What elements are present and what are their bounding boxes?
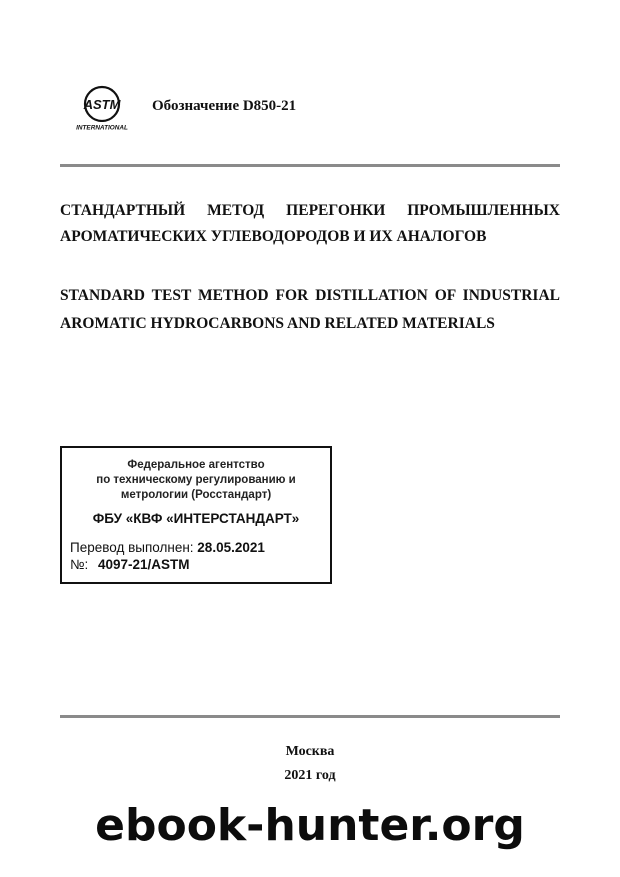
translation-number-label: №: [70, 557, 89, 572]
organization-name: ФБУ «КВФ «ИНТЕРСТАНДАРТ» [92, 511, 300, 526]
translation-date-line [70, 540, 265, 555]
top-divider [60, 164, 560, 167]
translation-number-value: 4097-21/ASTM [98, 557, 190, 572]
watermark-text: ebook-hunter.org [95, 800, 525, 851]
title-russian: СТАНДАРТНЫЙ МЕТОД ПЕРЕГОНКИ ПРОМЫШЛЕННЫХ АРОМАТИЧЕСКИХ УГЛЕВОДОРОДОВ И ИХ АНАЛОГОВ [60, 202, 560, 245]
translation-date-label: Перевод выполнен: [70, 540, 194, 555]
title-english: STANDARD TEST METHOD FOR DISTILLATION OF INDUSTRIAL AROMATIC HYDROCARBONS AND RELATED MATERIALS [60, 287, 560, 332]
translation-date-value: 28.05.2021 [197, 540, 265, 555]
document-designation: Обозначение D850-21 [152, 98, 297, 114]
translation-number-line [70, 557, 190, 572]
agency-name: Федеральное агентство по техническому регулированию и метрологии (Росстандарт) [96, 459, 296, 501]
translation-info-box [60, 446, 332, 584]
astm-logo [74, 84, 130, 132]
logo-subtext: INTERNATIONAL [76, 124, 128, 132]
logo-text: ASTM [83, 97, 121, 112]
bottom-divider [60, 715, 560, 718]
publication-year: 2021 год [284, 768, 336, 783]
publication-city: Москва [285, 744, 335, 759]
